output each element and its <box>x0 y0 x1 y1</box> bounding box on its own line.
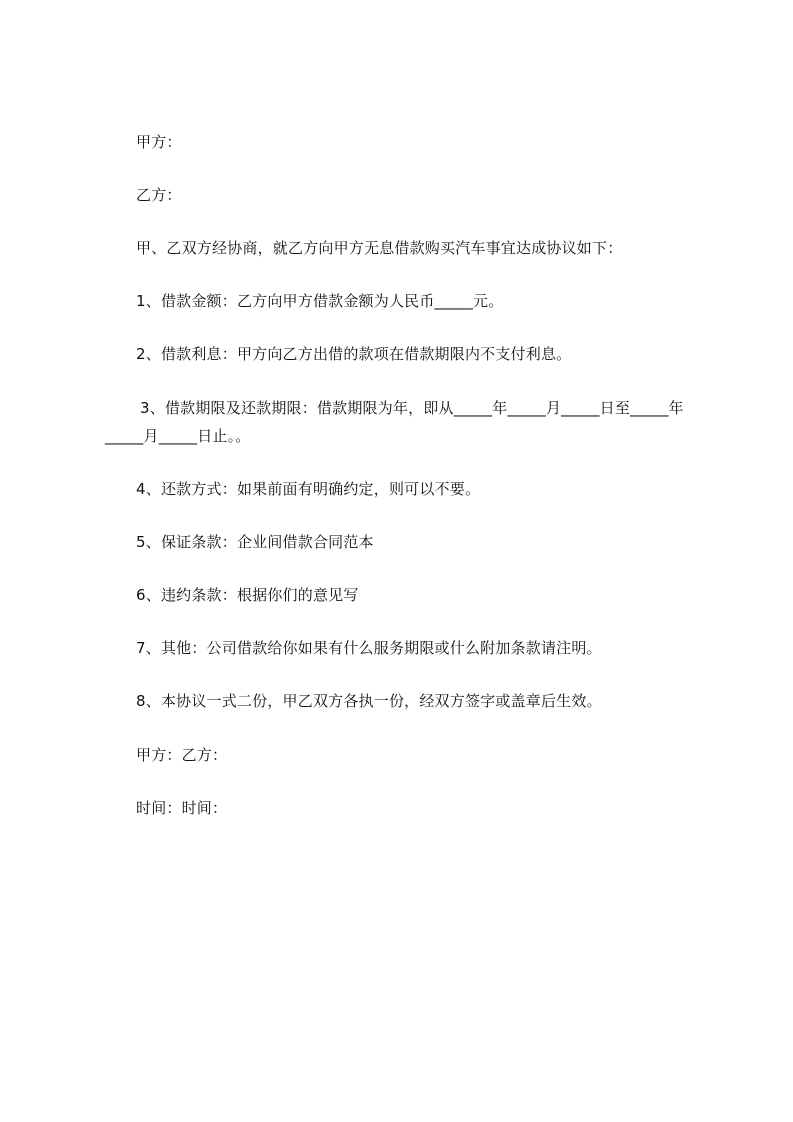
signature-line: 甲方：乙方： <box>136 746 228 764</box>
agreement-intro: 甲、乙双方经协商，就乙方向甲方无息借款购买汽车事宜达成协议如下： <box>136 239 623 257</box>
clause-1-loan-amount: 1、借款金额：乙方向甲方借款金额为人民币_____元。 <box>136 292 504 310</box>
clause-8-effect: 8、本协议一式二份，甲乙双方各执一份，经双方签字或盖章后生效。 <box>136 692 602 710</box>
clause-2-interest: 2、借款利息：甲方向乙方出借的款项在借款期限内不支付利息。 <box>136 345 572 363</box>
clause-3-term: 3、借款期限及还款期限：借款期限为年，即从_____年_____月_____日至_____年 <box>140 399 684 417</box>
party-b-label: 乙方： <box>136 186 182 204</box>
clause-7-other: 7、其他：公司借款给你如果有什么服务期限或什么附加条款请注明。 <box>136 639 602 657</box>
clause-6-breach: 6、违约条款：根据你们的意见写 <box>136 586 359 604</box>
date-line: 时间：时间： <box>136 799 228 817</box>
clause-5-guarantee: 5、保证条款：企业间借款合同范本 <box>136 533 374 551</box>
clause-4-repayment: 4、还款方式：如果前面有明确约定，则可以不要。 <box>136 480 481 498</box>
clause-3-term-continued: _____月_____日止。。 <box>105 427 251 445</box>
party-a-label: 甲方： <box>136 133 182 151</box>
